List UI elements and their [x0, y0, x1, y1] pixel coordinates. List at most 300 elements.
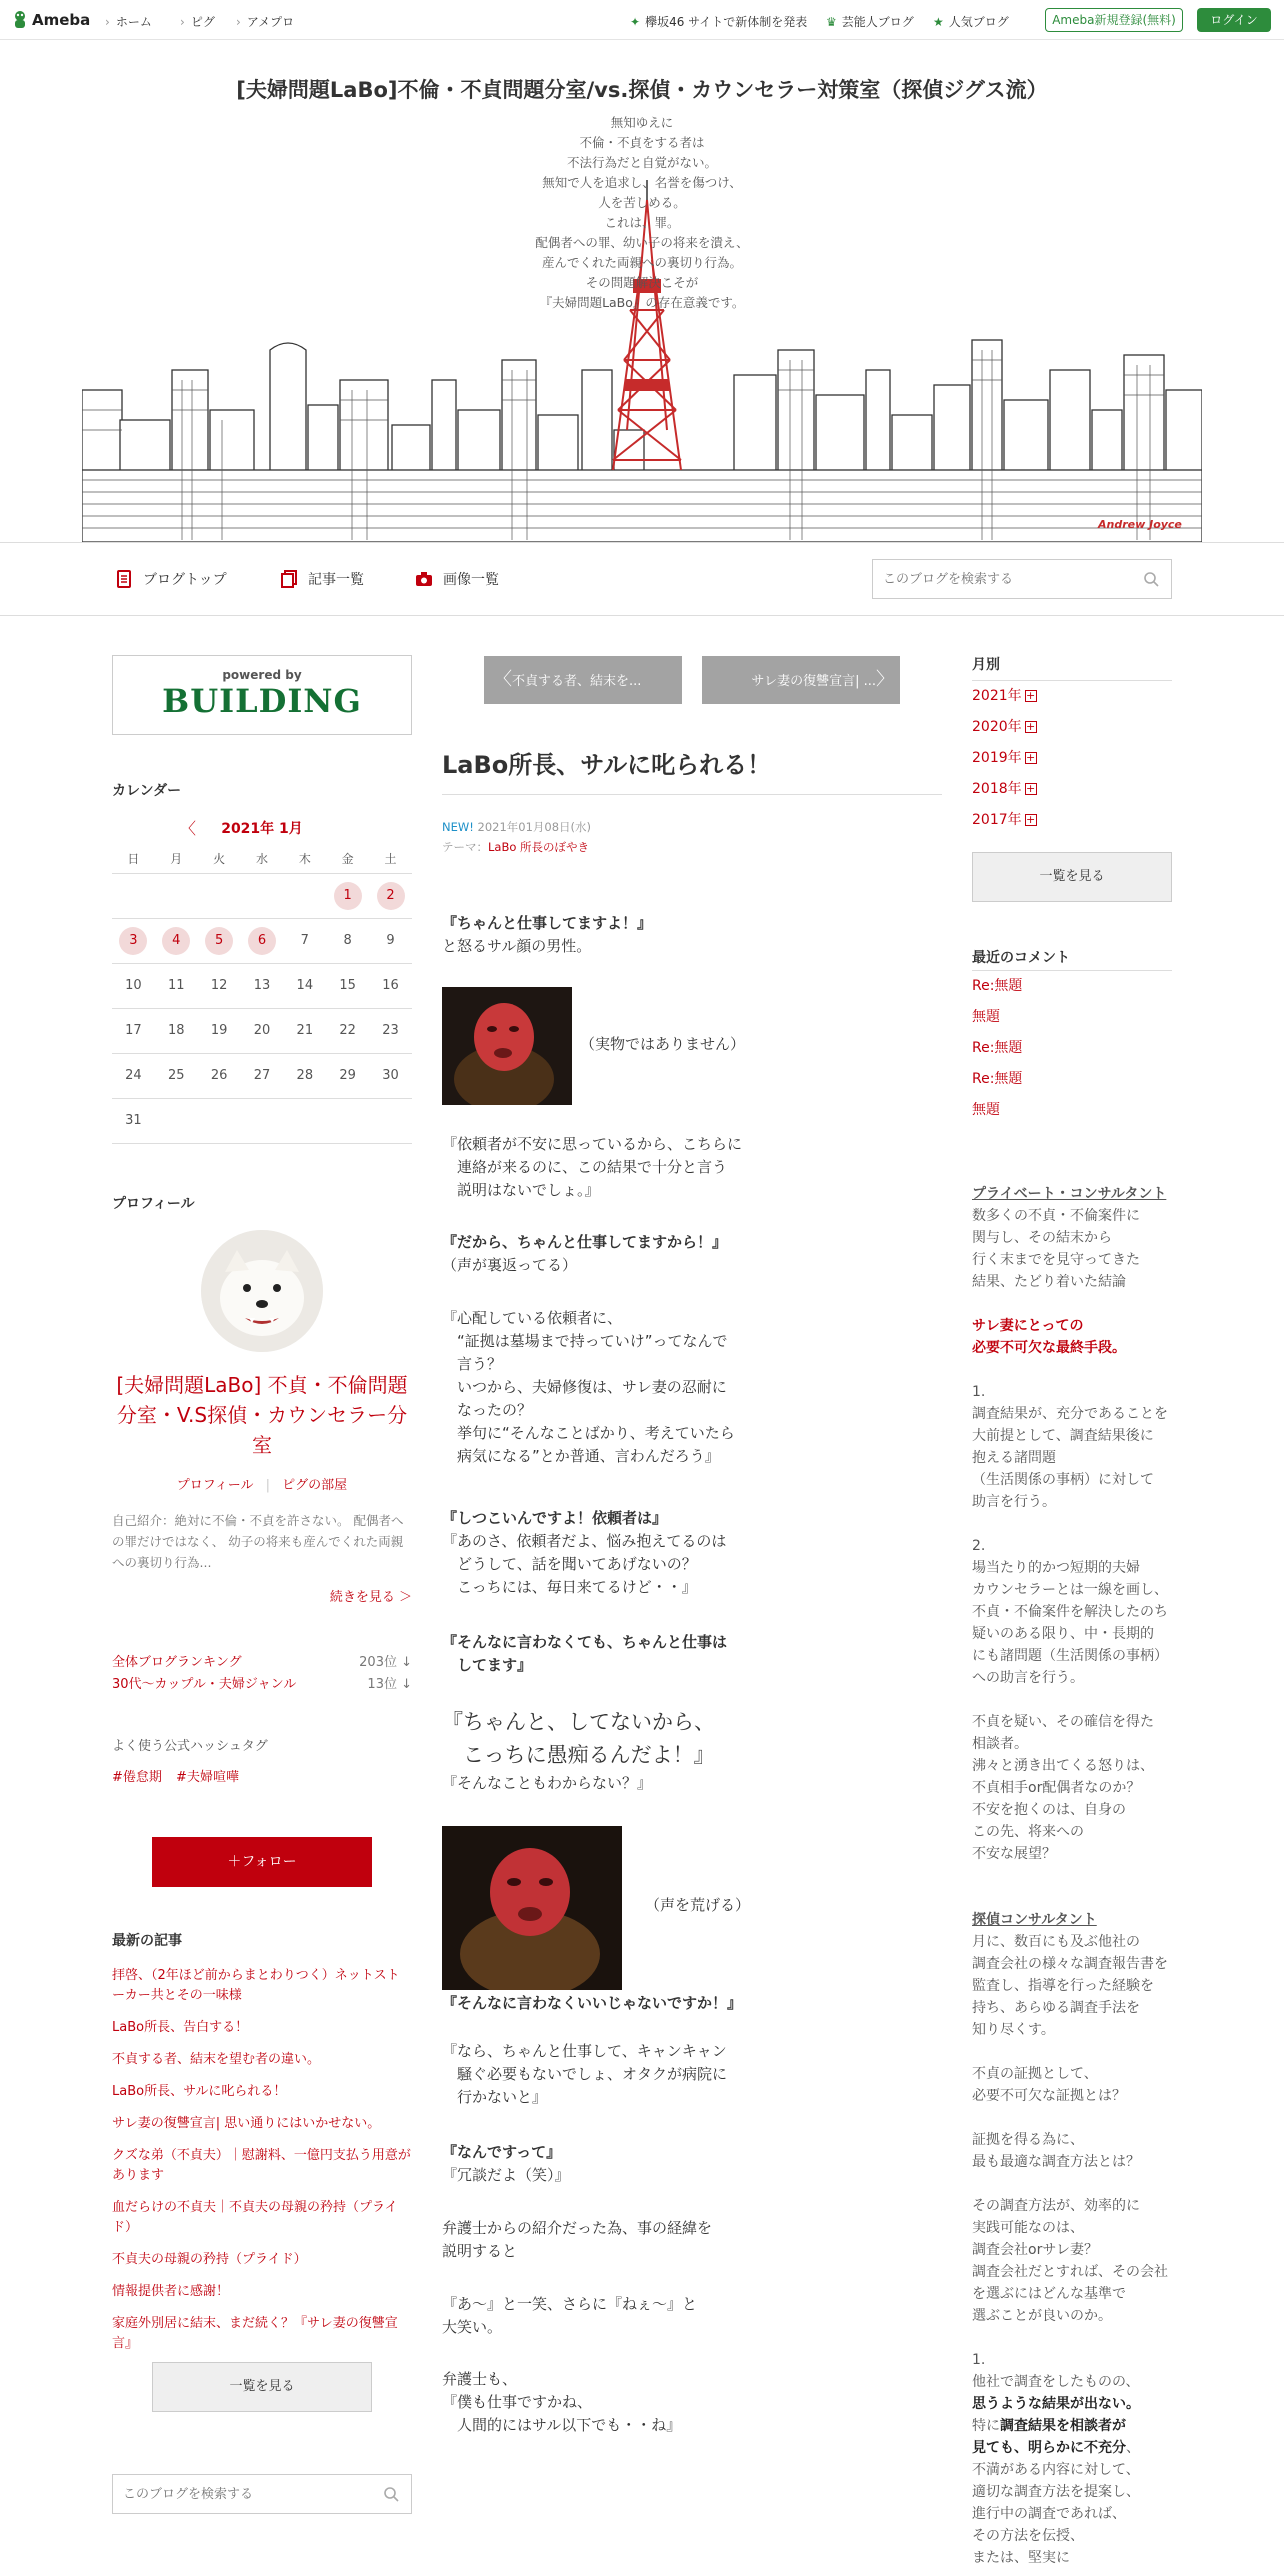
body-line: 大笑い。: [442, 2318, 503, 2336]
calendar-cell: [283, 963, 326, 1008]
ameba-logo-icon: [12, 9, 28, 31]
article-paragraph: [442, 1507, 726, 1599]
quote-bold: 『そんなに言わなくいいじゃないですか！』: [442, 1994, 743, 2012]
calendar-weekday: 金: [326, 845, 369, 873]
free-line: 実践可能なのは、: [972, 2220, 1084, 2236]
chevron-right-icon: 〉: [876, 669, 894, 690]
tagline-line: 不法行為だと自覚がない。: [566, 155, 717, 170]
sparkle-icon: ✦: [630, 14, 641, 29]
free-line: 証拠を得る為に、: [972, 2132, 1084, 2148]
calendar-day: 12: [210, 978, 228, 993]
profile-name[interactable]: [夫婦問題LaBo] 不貞・不倫問題分室・V.S探偵・カウンセラー分室: [116, 1373, 408, 1457]
article-paragraph: [442, 1307, 735, 1468]
calendar-cell: [112, 1008, 155, 1053]
recent-article-link[interactable]: 拝啓、（2年ほど前からまとわりつく）ネットストーカー共とその一味様: [112, 1968, 400, 2003]
calendar-weekday: 日: [112, 845, 155, 873]
calendar-cell: [369, 1098, 412, 1143]
celeb-blog-link[interactable]: [826, 13, 914, 30]
recent-article-link[interactable]: 情報提供者に感謝！: [112, 2284, 230, 2299]
quote-line: なったの？: [442, 1401, 533, 1419]
archive-year[interactable]: [972, 805, 1172, 836]
monkey-image-1[interactable]: [442, 987, 572, 1105]
ameba-logo-text: Ameba: [32, 11, 91, 29]
ranking-row-overall: [112, 1651, 412, 1670]
hashtag-heading: よく使う公式ハッシュタグ: [112, 1739, 268, 1754]
free-line: 不貞を疑い、その確信を得た: [972, 1714, 1154, 1730]
free-line: その方法を伝授、: [972, 2528, 1084, 2544]
free-line: 最も最適な調査方法とは？: [972, 2154, 1140, 2170]
hashtag-list: [112, 1766, 239, 1785]
calendar-cell: [283, 918, 326, 963]
calendar-cell: [112, 918, 155, 963]
free-line: 調査会社の様々な調査報告書を: [972, 1956, 1168, 1972]
free-number: 1.: [972, 1384, 986, 1400]
free-line: 知り尽くす。: [972, 2022, 1055, 2038]
calendar-cell: [369, 873, 412, 918]
calendar-cell: [112, 963, 155, 1008]
blog-title[interactable]: [夫婦問題LaBo]不倫・不貞問題分室/vs.探偵・カウンセラー対策室（探偵ジグス流）: [236, 78, 1048, 102]
article-paragraph: [442, 1631, 727, 1677]
camera-icon: [415, 570, 433, 588]
article-paragraph: [442, 1231, 727, 1277]
free-line: その調査方法が、効率的に: [972, 2198, 1140, 2214]
star-icon: ★: [933, 14, 944, 29]
calendar-cell: [326, 918, 369, 963]
calendar-month: 2021年 1月: [221, 821, 303, 837]
monthly-archive-heading: 月別: [972, 657, 1000, 673]
image-caption: （実物ではありません）: [580, 1035, 746, 1053]
free-line: 不安を抱くのは、自身の: [972, 1802, 1126, 1818]
free-line: 進行中の調査であれば、: [972, 2506, 1126, 2522]
calendar-cell: [326, 963, 369, 1008]
quote-line: 説明はないでしょ。』: [442, 1181, 600, 1199]
free-line: 行く末までを見守ってきた: [972, 1252, 1140, 1268]
free-line: 助言を行う。: [972, 1494, 1056, 1510]
quote-line: 『心配している依頼者に、: [442, 1309, 623, 1327]
quote-bold: してます』: [442, 1656, 533, 1674]
body-line: 『あ〜』と一笑、さらに『ねぇ〜』と: [442, 2295, 698, 2313]
calendar-cell: [155, 1053, 198, 1098]
tagline-line: 産んでくれた両親への裏切り行為。: [541, 255, 742, 270]
archive-year[interactable]: [972, 681, 1172, 712]
free-line: 抱える諸問題: [972, 1450, 1056, 1466]
calendar-cell: [326, 873, 369, 918]
prev-article-button[interactable]: [484, 656, 682, 704]
recent-article-link[interactable]: 血だらけの不貞夫｜不貞夫の母親の矜持（プライド）: [112, 2200, 398, 2235]
expand-icon[interactable]: +: [1026, 813, 1036, 826]
calendar-prev-icon[interactable]: 〈: [180, 819, 197, 838]
red-faced-monkey-photo: [442, 987, 572, 1105]
calendar-cell: [241, 918, 284, 963]
quote-line: 病気になる”とか普通、言わんだろう』: [442, 1447, 720, 1465]
new-badge: NEW!: [442, 820, 474, 834]
quote-line: いつから、夫婦修復は、サレ妻の忍耐に: [442, 1378, 727, 1396]
comment-link[interactable]: 無題: [972, 1102, 1000, 1118]
profile-heading: プロフィール: [112, 1196, 195, 1212]
archive-year[interactable]: [972, 774, 1172, 805]
quote-line: 『そんなこともわからない？』: [442, 1774, 653, 1792]
tagline-line: 『夫婦問題LaBo』の存在意義です。: [539, 295, 745, 310]
quote-bold: 『だから、ちゃんと仕事してますから！』: [442, 1233, 728, 1251]
free-emphasis: サレ妻にとっての: [972, 1318, 1084, 1334]
calendar-day: 28: [296, 1068, 314, 1083]
blog-search-bottom: [112, 2474, 412, 2514]
article-paragraph: [442, 2368, 681, 2437]
quote-large: 『ちゃんと、してないから、: [442, 1710, 715, 1734]
follow-button[interactable]: ＋フォロー: [152, 1837, 372, 1887]
blog-nav: [0, 542, 1284, 616]
free-line: 特に: [972, 2418, 1000, 2434]
nav-image-list[interactable]: [415, 569, 499, 589]
avatar[interactable]: [201, 1230, 323, 1352]
calendar-weekday-row: [112, 845, 412, 873]
next-article-button[interactable]: [702, 656, 900, 704]
free-line: 沸々と湧き出てくる怒りは、: [972, 1758, 1154, 1774]
calendar-day-link[interactable]: 3: [119, 927, 147, 955]
building-banner[interactable]: [112, 655, 412, 735]
calendar-day: 11: [168, 978, 185, 993]
prev-article-label: 不貞する者、結末を...: [512, 674, 642, 689]
free-line: 関与し、その結末から: [972, 1230, 1112, 1246]
calendar-day: 27: [253, 1068, 271, 1083]
comment-link[interactable]: 無題: [972, 1009, 1000, 1025]
banner-building-logo: BUILDING: [162, 682, 362, 720]
recent-article-link[interactable]: 不貞する者、結末を望む者の違い。: [112, 2052, 321, 2067]
calendar-cell: [198, 1053, 241, 1098]
comment-link[interactable]: Re:無題: [972, 1040, 1023, 1056]
calendar-cell: [326, 1098, 369, 1143]
quote-bold: 『なんですって』: [442, 2143, 562, 2161]
calendar-day-link[interactable]: 1: [334, 882, 362, 910]
calendar-day: 9: [386, 933, 395, 948]
tagline-line: これは、罪。: [604, 215, 680, 230]
recent-article-link[interactable]: クズな弟（不貞夫）｜慰謝料、一億円支払う用意があります: [112, 2148, 411, 2183]
profile-link[interactable]: プロフィール: [176, 1478, 254, 1493]
blog-search-input[interactable]: [113, 2475, 363, 2513]
quote-line: 行かないと』: [442, 2088, 548, 2106]
popular-blog-label: 人気ブログ: [948, 15, 1009, 29]
expand-icon[interactable]: +: [1026, 751, 1036, 764]
calendar-cell: [155, 873, 198, 918]
recent-comments-list: [972, 970, 1172, 1126]
expand-icon[interactable]: +: [1026, 689, 1036, 702]
calendar-day: 18: [168, 1023, 185, 1038]
article-paragraph: [442, 1133, 742, 1202]
free-line: カウンセラーとは一線を画し、: [972, 1582, 1168, 1598]
expand-icon[interactable]: +: [1026, 782, 1036, 795]
consultant-heading: プライベート・コンサルタント: [972, 1186, 1167, 1202]
celeb-blog-label: 芸能人ブログ: [841, 15, 914, 29]
calendar-cell: [198, 1098, 241, 1143]
calendar-day-link[interactable]: 2: [377, 882, 405, 910]
free-line: 調査結果が、充分であることを: [972, 1406, 1168, 1422]
illustration-credit: Andrew Joyce: [1098, 518, 1182, 531]
login-button[interactable]: ログイン: [1197, 8, 1271, 32]
calendar-cell: [112, 1053, 155, 1098]
tagline-line: 不倫・不貞をする者は: [579, 135, 705, 150]
article-paragraph: [442, 1992, 742, 2015]
calendar-cell: [241, 1008, 284, 1053]
calendar-cell: [241, 1098, 284, 1143]
theme-link[interactable]: LaBo 所長のぼやき: [488, 840, 590, 854]
archive-year[interactable]: [972, 743, 1172, 774]
calendar-cell: [155, 918, 198, 963]
tagline-line: 無知で人を追求し、名誉を傷つけ、: [542, 175, 742, 190]
free-line: 結果、たどり着いた結論: [972, 1274, 1126, 1290]
profile-more-link[interactable]: 続きを見る ＞: [329, 1590, 412, 1605]
free-line: 不安な展望？: [972, 1846, 1056, 1862]
free-number: 2.: [972, 1538, 986, 1554]
calendar-weekday: 木: [283, 845, 326, 873]
calendar-day: 30: [382, 1068, 399, 1083]
free-number: 1.: [972, 2352, 986, 2368]
calendar-day: 22: [339, 1023, 356, 1038]
free-line: 適切な調査方法を提案し、: [972, 2484, 1140, 2500]
calendar-day: 20: [253, 1023, 271, 1038]
blog-search-input[interactable]: [873, 560, 1123, 598]
calendar-day-link[interactable]: 5: [205, 927, 233, 955]
free-line: 月に、数百にも及ぶ他社の: [972, 1934, 1140, 1950]
monthly-archive-list: [972, 680, 1172, 836]
expand-icon[interactable]: +: [1026, 720, 1036, 733]
calendar-day: 16: [382, 978, 399, 993]
calendar-cell: [369, 918, 412, 963]
quote-line: 騒ぐ必要もないでしょ、オタクが病院に: [442, 2065, 728, 2083]
free-emphasis: 必要不可欠な最終手段。: [972, 1340, 1126, 1356]
calendar-week: [112, 1053, 412, 1098]
free-line: への助言を行う。: [972, 1670, 1084, 1686]
calendar-week: [112, 918, 412, 963]
quote-line: 連絡が来るのに、この結果で十分と言う: [442, 1158, 728, 1176]
article-date: 2021年01月08日(水): [477, 820, 592, 834]
calendar-cell: [241, 963, 284, 1008]
crown-icon: ♛: [826, 14, 837, 29]
theme-label: テーマ：: [442, 840, 488, 854]
calendar-cell: [155, 1098, 198, 1143]
nav-image-list-label: 画像一覧: [443, 572, 499, 588]
banner-powered-by: powered by: [222, 668, 302, 682]
pigg-room-link[interactable]: ピグの部屋: [282, 1478, 348, 1493]
quote-large: こっちに愚痴るんだよ！』: [442, 1743, 715, 1767]
calendar-day: 26: [210, 1068, 228, 1083]
book-icon: [115, 570, 133, 588]
calendar-day: 19: [210, 1023, 228, 1038]
comment-link[interactable]: Re:無題: [972, 1071, 1023, 1087]
body-line: 弁護士も、: [442, 2370, 518, 2388]
calendar-cell: [155, 1008, 198, 1053]
free-line: 必要不可欠な証拠とは？: [972, 2088, 1126, 2104]
free-line: 数多くの不貞・不倫案件に: [972, 1208, 1140, 1224]
profile-links: [112, 1474, 412, 1493]
ranking-value: 203位 ↓: [359, 1655, 412, 1670]
news-link-label: 欅坂46 サイトで新体制を発表: [645, 15, 808, 29]
calendar-cell: [283, 1098, 326, 1143]
chevron-left-icon: 〈: [494, 669, 512, 690]
recent-article-link[interactable]: サレ妻の復讐宣言| 思い通りにはいかせない。: [112, 2116, 381, 2131]
archive-year-label: 2018年: [972, 781, 1022, 797]
body-line: 説明すると: [442, 2242, 518, 2260]
calendar-heading: カレンダー: [112, 783, 182, 799]
ranking-value: 13位 ↓: [367, 1677, 412, 1692]
calendar-weekday: 土: [369, 845, 412, 873]
recent-article-link[interactable]: 不貞夫の母親の矜持（プライド）: [112, 2252, 307, 2267]
calendar-cell: [326, 1008, 369, 1053]
register-button[interactable]: Ameba新規登録(無料): [1045, 8, 1183, 32]
calendar-week: [112, 1008, 412, 1053]
tagline-line: 人を苦しめる。: [598, 195, 686, 210]
ameba-logo[interactable]: [12, 8, 90, 32]
calendar-day: 7: [300, 933, 309, 948]
next-article-label: サレ妻の復讐宣言| ...: [751, 674, 876, 689]
image-caption: （声を荒げる）: [645, 1896, 751, 1914]
calendar-day: 17: [125, 1023, 142, 1038]
calendar-cell: [369, 1053, 412, 1098]
blog-search-top: [872, 559, 1172, 599]
calendar-cell: [241, 1053, 284, 1098]
blog-tagline: [442, 113, 842, 313]
calendar-cell: [112, 1098, 155, 1143]
calendar-cell: [198, 1008, 241, 1053]
calendar-weekday: 水: [241, 845, 284, 873]
archive-year-label: 2021年: [972, 688, 1022, 704]
search-icon[interactable]: [1143, 571, 1159, 587]
free-line: （生活関係の事柄）に対して: [972, 1472, 1154, 1488]
monkey-image-2[interactable]: [442, 1826, 622, 1990]
ranking-label[interactable]: 全体ブログランキング: [112, 1655, 242, 1670]
body-line: 人間的にはサル以下でも・・ね』: [442, 2416, 682, 2434]
article-paragraph: [442, 2293, 697, 2339]
free-line: にも諸問題（生活関係の事柄）: [972, 1648, 1168, 1664]
article-title[interactable]: LaBo所長、サルに叱られる！: [442, 751, 772, 779]
archive-year-label: 2020年: [972, 719, 1022, 735]
nav-blog-top[interactable]: [115, 569, 227, 589]
calendar-day: 23: [382, 1023, 399, 1038]
archive-more-button[interactable]: 一覧を見る: [972, 852, 1172, 902]
red-faced-monkey-photo: [442, 1826, 622, 1990]
calendar-week: [112, 1098, 412, 1143]
calendar-day: 15: [339, 978, 356, 993]
quote-line: 挙句に“そんなことばかり、考えていたら: [442, 1424, 735, 1442]
calendar-cell: [198, 873, 241, 918]
article-paragraph: [442, 2217, 712, 2263]
global-nav-home[interactable]: › ホーム: [105, 13, 152, 30]
quote-bold: 『そんなに言わなくても、ちゃんと仕事は: [442, 1633, 728, 1651]
hashtag-link[interactable]: #夫婦喧嘩: [176, 1770, 239, 1785]
archive-year-label: 2019年: [972, 750, 1022, 766]
calendar-day: 25: [168, 1068, 185, 1083]
calendar-day: 31: [125, 1113, 142, 1128]
recent-articles-list: [112, 1966, 412, 2366]
calendar-weekday: 火: [198, 845, 241, 873]
detective-heading: 探偵コンサルタント: [972, 1912, 1097, 1928]
calendar-day: 14: [296, 978, 314, 993]
free-line: 選ぶことが良いのか。: [972, 2308, 1112, 2324]
calendar-day: 10: [125, 978, 142, 993]
search-icon[interactable]: [383, 2486, 399, 2502]
free-line: 調査会社だとすれば、その会社: [972, 2264, 1168, 2280]
free-space-text: プライベート・コンサルタント 数多くの不貞・不倫案件に 関与し、その結末から 行く末までを見守ってきた 結果、たどり着いた結論 サレ妻にとっての 必要不可欠な最終手段。 1. 調査結果が、充分であることを 大前提として、調査結果後に 抱える諸問題 （生活関係の事柄）に対して 助言を行う。 2. 場当たり的かつ短期的夫婦 カウンセラーとは一線を画し、 不貞・不倫案件を解決したのち 疑いのある限り、中・長期的 にも諸問題（生活関係の事柄） への助言を行う。 不貞を疑い、その確信を得た 相談者。 沸々と湧き出てくる怒りは、 不貞相手or配偶者なのか？ 不安を抱くのは、自身の この先、将来への 不安な展望？ 探偵コンサルタント 月に、数百にも及ぶ他社の 調査会社の様々な調査報告書を 監査し、指導を行った経験を 持ち、あらゆる調査手法を 知り尽くす。 不貞の証拠として、 必要不可欠な証拠とは？ 証拠を得る為に、 最も最適な調査方法とは？ その調査方法が、効率的に 実践可能なのは、 調査会社orサレ妻？ 調査会社だとすれば、その会社 を選ぶにはどんな基準で 選ぶことが良いのか。 1. 他社で調査をしたものの、 思うような結果が出ない。 特に調査結果を相談者が 見ても、明らかに不充分、 不満がある内容に対して、 適切な調査方法を提案し、 進行中の調査であれば、 その方法を伝授、 または、堅実に: [972, 1183, 1187, 2569]
calendar-day-link[interactable]: 6: [248, 927, 276, 955]
free-line: 不貞相手or配偶者なのか？: [972, 1780, 1141, 1796]
calendar-weekday: 月: [155, 845, 198, 873]
quote-line: “証拠は墓場まで持っていけ”ってなんで: [442, 1332, 728, 1350]
recent-articles-heading: 最新の記事: [112, 1933, 182, 1949]
article-paragraph: [442, 2040, 727, 2109]
quote-line: 『冗談だよ（笑）』: [442, 2166, 570, 2184]
recent-article-link[interactable]: LaBo所長、告白する！: [112, 2020, 249, 2035]
free-line: この先、将来への: [972, 1824, 1084, 1840]
calendar-day: 21: [296, 1023, 314, 1038]
calendar-day: 29: [339, 1068, 356, 1083]
global-nav-amepro[interactable]: › アメプロ: [236, 13, 294, 30]
recent-article-link[interactable]: LaBo所長、サルに叱られる！: [112, 2084, 287, 2099]
calendar-day: 24: [125, 1068, 142, 1083]
quote-bold: 『ちゃんと仕事してますよ！』: [442, 914, 653, 932]
body-line: 『僕も仕事ですかね、: [442, 2393, 593, 2411]
global-nav-pigg[interactable]: › ピグ: [180, 13, 215, 30]
free-bold: 見ても、明らかに不充分: [972, 2440, 1126, 2456]
calendar-cell: [283, 1053, 326, 1098]
calendar-cell: [155, 963, 198, 1008]
ranking-label[interactable]: 30代〜カップル・夫婦ジャンル: [112, 1677, 297, 1692]
link-divider: |: [265, 1478, 271, 1493]
article-meta: [442, 794, 942, 857]
comment-link[interactable]: Re:無題: [972, 978, 1023, 994]
calendar-cell: [283, 873, 326, 918]
ranking-row-genre: [112, 1673, 412, 1692]
quote-line: と怒るサル顔の男性。: [442, 937, 592, 955]
free-line: 調査会社orサレ妻？: [972, 2242, 1099, 2258]
recent-articles-more-button[interactable]: 一覧を見る: [152, 2362, 372, 2412]
news-link[interactable]: [630, 13, 807, 30]
dog-avatar-image: [201, 1230, 323, 1352]
free-line: を選ぶにはどんな基準で: [972, 2286, 1126, 2302]
archive-year[interactable]: [972, 712, 1172, 743]
recent-article-link[interactable]: 家庭外別居に結末、まだ続く？『サレ妻の復讐宣言』: [112, 2316, 398, 2351]
free-line: 大前提として、調査結果後に: [972, 1428, 1154, 1444]
tagline-line: 配偶者への罪、幼い子の将来を潰え、: [535, 235, 749, 250]
nav-blog-top-label: ブログトップ: [143, 572, 227, 588]
quote-line: 『依頼者が不安に思っているから、こちらに: [442, 1135, 743, 1153]
calendar-day-link[interactable]: 4: [162, 927, 190, 955]
popular-blog-link[interactable]: [933, 13, 1009, 30]
article-paragraph: [442, 1706, 715, 1795]
calendar-day: 13: [253, 978, 271, 993]
quote-line: 言う？: [442, 1355, 503, 1373]
tagline-line: その問題解決こそが: [585, 275, 699, 290]
hashtag-link[interactable]: #倦怠期: [112, 1770, 162, 1785]
free-line: 他社で調査をしたものの、: [972, 2374, 1140, 2390]
calendar-day: 8: [343, 933, 352, 948]
calendar-cell: [326, 1053, 369, 1098]
free-line: 不貞の証拠として、: [972, 2066, 1098, 2082]
quote-bold: 『しつこいんですよ！依頼者は』: [442, 1509, 668, 1527]
article-paragraph: [442, 2141, 570, 2187]
nav-article-list[interactable]: [280, 569, 364, 589]
calendar-cell: [198, 963, 241, 1008]
quote-line: どうして、話を聞いてあげないの？: [442, 1555, 697, 1573]
calendar-week: [112, 873, 412, 918]
free-line: 疑いのある限り、中・長期的: [972, 1626, 1154, 1642]
free-line: 持ち、あらゆる調査手法を: [972, 2000, 1140, 2016]
quote-line: 『あのさ、依頼者だよ、悩み抱えてるのは: [442, 1532, 727, 1550]
nav-article-list-label: 記事一覧: [308, 572, 364, 588]
free-line: 監査し、指導を行った経験を: [972, 1978, 1154, 1994]
free-line: 場当たり的かつ短期的夫婦: [972, 1560, 1140, 1576]
free-line: 不満がある内容に対して、: [972, 2462, 1140, 2478]
body-line: 弁護士からの紹介だった為、事の経緯を: [442, 2219, 713, 2237]
ameba-global-bar: [0, 0, 1284, 40]
